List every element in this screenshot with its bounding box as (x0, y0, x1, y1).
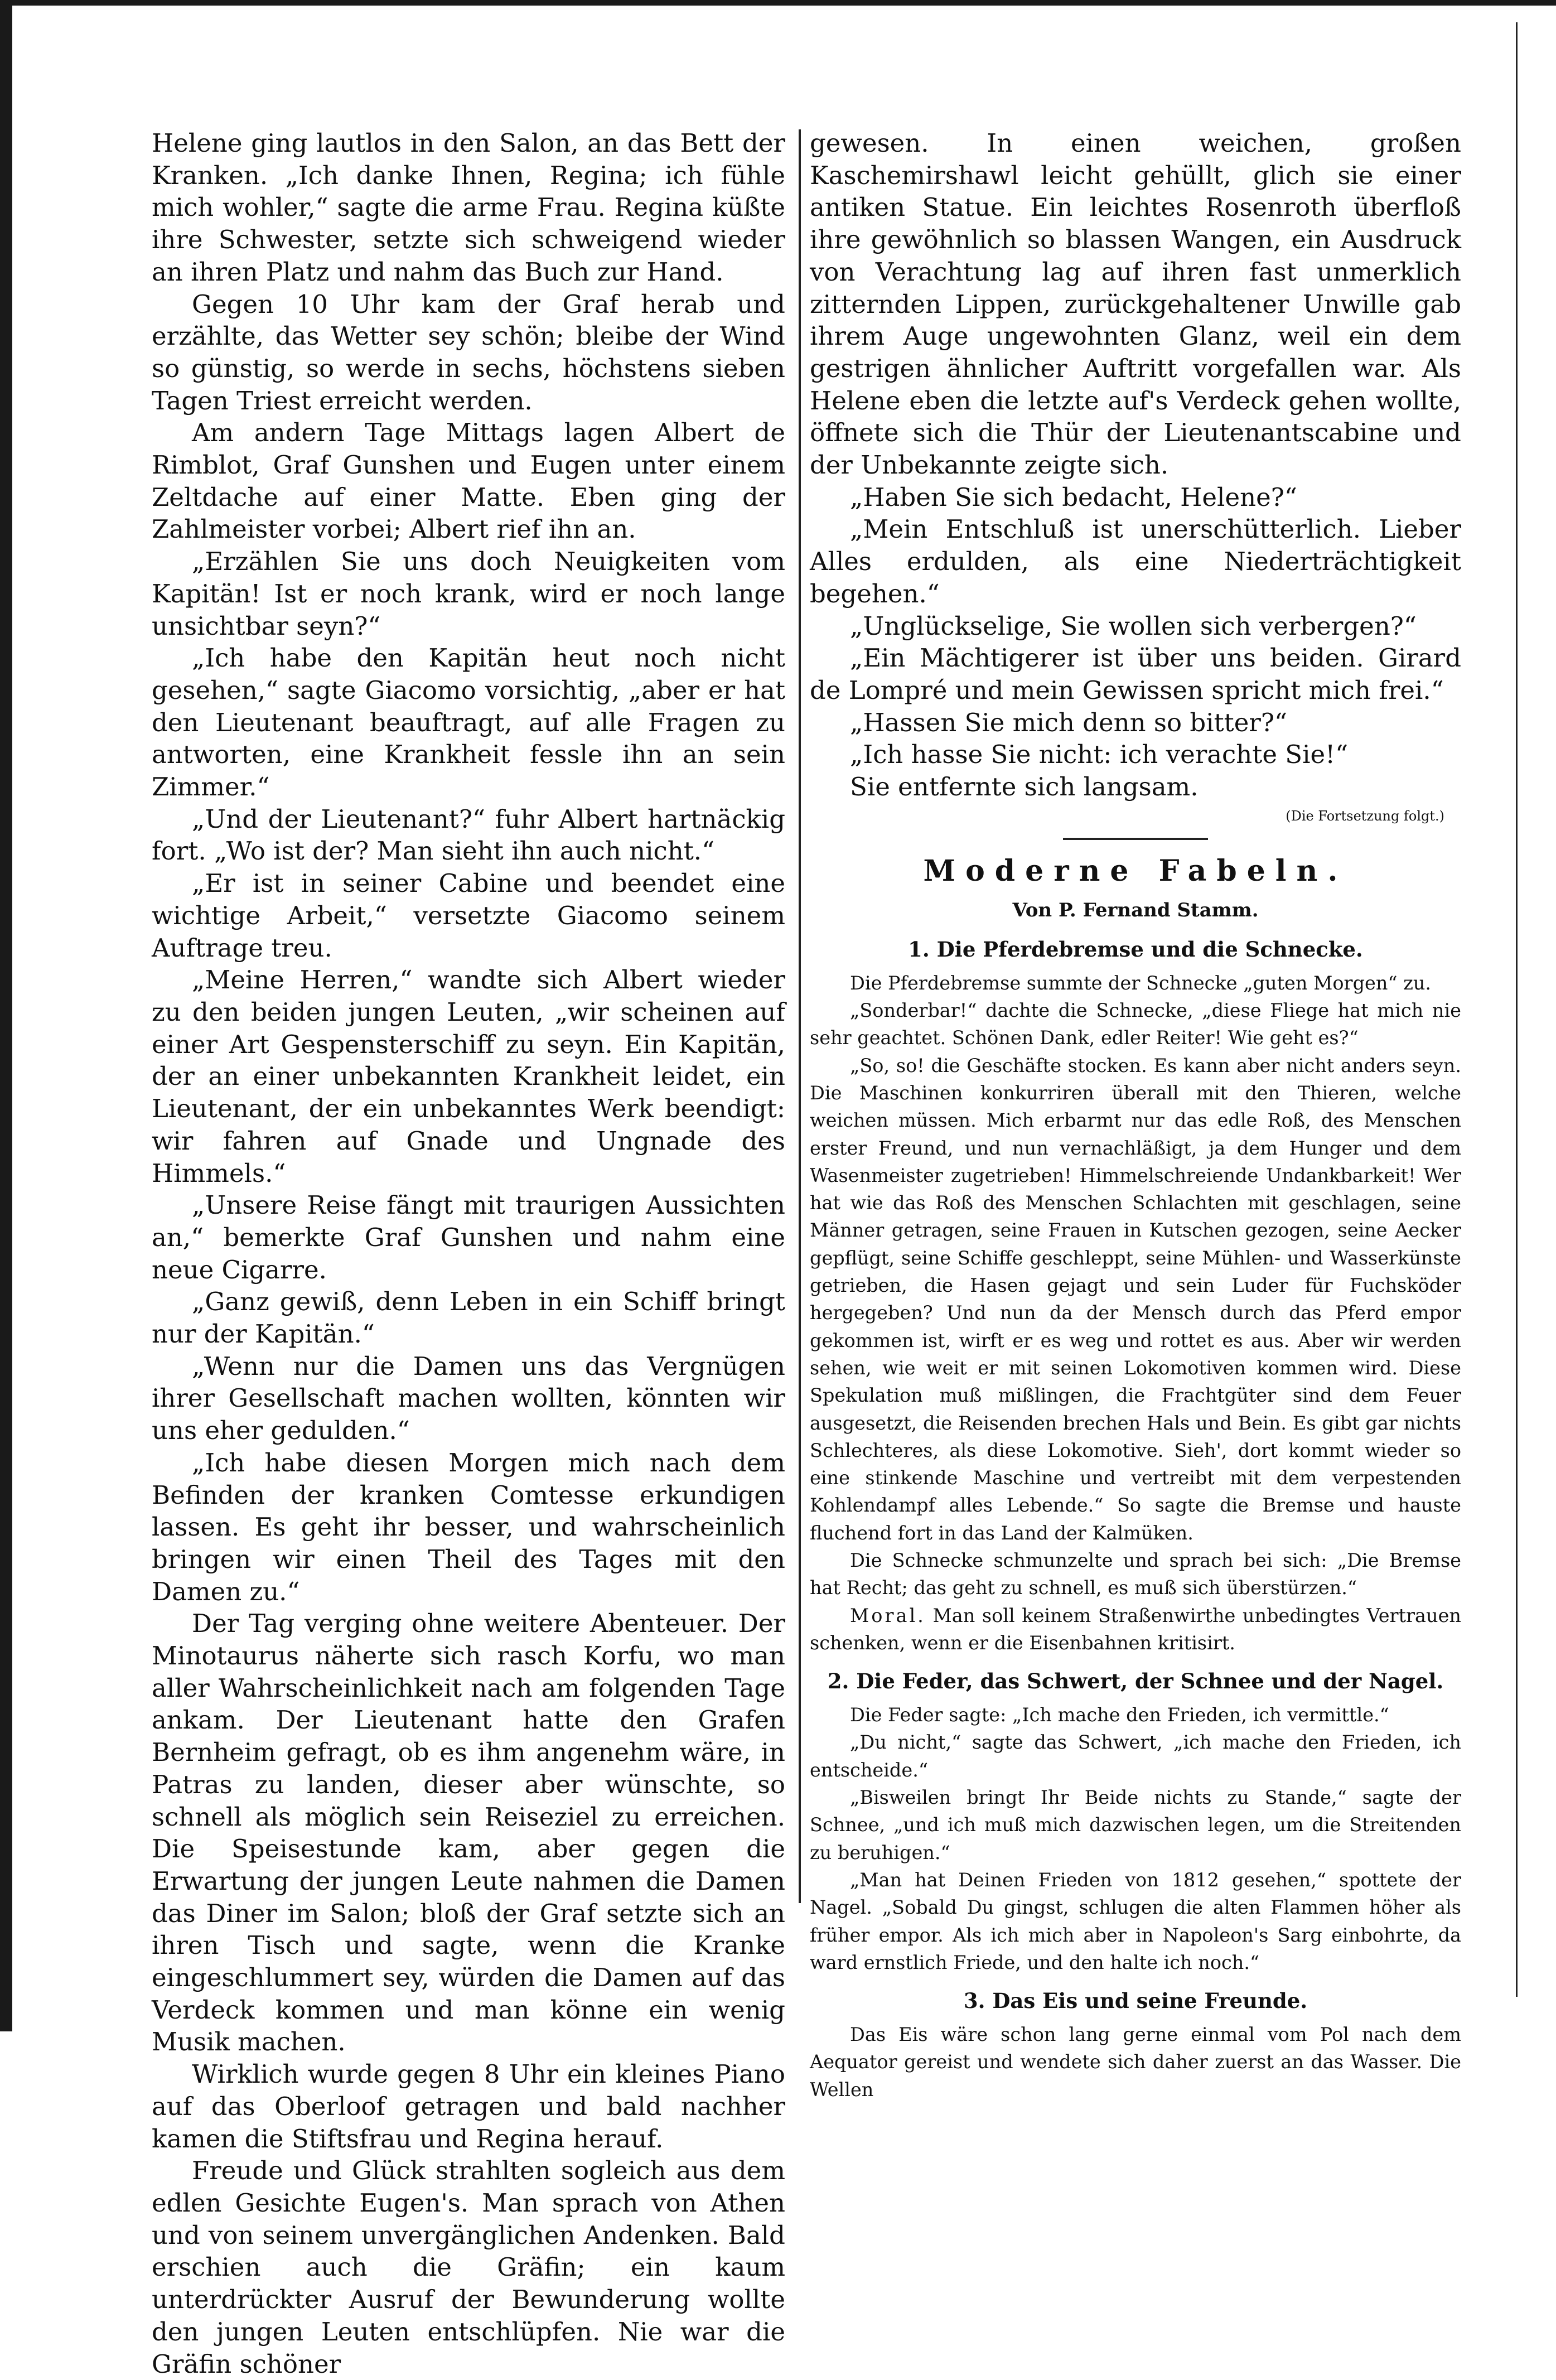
column-divider (799, 129, 801, 1903)
paragraph: „Ganz gewiß, denn Leben in ein Schiff bringt nur der Kapitän.“ (152, 1287, 785, 1349)
scan-edge-top (0, 0, 1556, 6)
fable-body (810, 969, 1461, 1657)
moral-label: Moral. (850, 1604, 926, 1626)
paragraph: „So, so! die Geschäfte stocken. Es kann aber nicht anders seyn. Die Maschinen konkurriren überall mit den Thieren, welche weichen müssen. Mich erbarmt nur das edle Roß, des Menschen erster Freund, und nun vernachläßigt, ja dem Hunger und dem Wasenmeister zugetrieben! Himmelschreiende Undankbarkeit! Wer hat wie das Roß des Menschen Schlachten mit geschlagen, seine Männer getragen, seine Frauen in Kutschen gezogen, seine Aecker gepflügt, seine Schiffe geschleppt, seine Mühlen- und Wasserkünste getrieben, die Hasen gejagt und sein Luder für Fuchsköder hergegeben? Und nun da der Mensch durch das Pferd empor gekommen ist, wirft er es weg und rottet es aus. Aber wir werden sehen, wie weit er mit seinen Lokomotiven kommen wird. Diese Spekulation muß mißlingen, die Frachtgüter sind dem Feuer ausgesetzt, die Reisenden brechen Hals und Bein. Es gibt gar nichts Schlechteres, als diese Lokomotive. Sieh', dort kommt wieder so eine stinkende Maschine und vertreibt mit dem verpestenden Kohlendampf alles Lebende.“ So sagte die Bremse und hauste fluchend fort in das Land der Kalmüken. (810, 1054, 1461, 1544)
fable-body (810, 1701, 1461, 1976)
paragraph: „Sonderbar!“ dachte die Schnecke, „diese Fliege hat mich nie sehr geachtet. Schönen Dank, edler Reiter! Wie geht es?“ (810, 1000, 1461, 1049)
paragraph: „Man hat Deinen Frieden von 1812 gesehen,“ spottete der Nagel. „Sobald Du gingst, schlugen die alten Flammen höher als früher empor. Als ich mich aber in Napoleon's Sarg einbohrte, da ward ernstlich Friede, und den halte ich noch.“ (810, 1869, 1461, 1973)
dialogue-line: „Haben Sie sich bedacht, Helene?“ (850, 482, 1297, 512)
right-column (810, 127, 1461, 2103)
paragraph: Das Eis wäre schon lang gerne einmal vom Pol nach dem Aequator gereist und wendete sich daher zuerst an das Wasser. Die Wellen (810, 2024, 1461, 2101)
paragraph: „Unsere Reise fängt mit traurigen Aussichten an,“ bemerkte Graf Gunshen und nahm eine neue Cigarre. (152, 1190, 785, 1285)
dialogue-line: „Unglückselige, Sie wollen sich verbergen?“ (850, 611, 1417, 641)
paragraph: „Ich habe den Kapitän heut noch nicht gesehen,“ sagte Giacomo vorsichtig, „aber er hat den Lieutenant beauftragt, auf alle Fragen zu antworten, eine Krankheit fessle ihn an sein Zimmer.“ (152, 643, 785, 802)
fable-body (810, 2021, 1461, 2103)
fable-heading: 1. Die Pferdebremse und die Schnecke. (908, 936, 1363, 962)
left-column (152, 127, 785, 2380)
paragraph: „Du nicht,“ sagte das Schwert, „ich mache den Frieden, ich entscheide.“ (810, 1731, 1461, 1781)
dialogue-line: „Mein Entschluß ist unerschütterlich. Lieber Alles erdulden, als eine Niederträchtigkeit begehen.“ (810, 514, 1461, 609)
paragraph: „Erzählen Sie uns doch Neuigkeiten vom Kapitän! Ist er noch krank, wird er noch lange unsichtbar seyn?“ (152, 547, 785, 641)
moral-text: Man soll keinem Straßenwirthe unbedingtes Vertrauen schenken, wenn er die Eisenbahnen kritisirt. (810, 1604, 1461, 1654)
scan-edge-left (0, 0, 12, 2031)
paragraph: Am andern Tage Mittags lagen Albert de Rimblot, Graf Gunshen und Eugen unter einem Zeltdache auf einer Matte. Eben ging der Zahlmeister vorbei; Albert rief ihn an. (152, 418, 785, 544)
paragraph: „Ich habe diesen Morgen mich nach dem Befinden der kranken Comtesse erkundigen lassen. Es geht ihr besser, und wahrscheinlich bringen wir einen Theil des Tages mit den Damen zu.“ (152, 1447, 785, 1606)
paragraph: „Er ist in seiner Cabine und beendet eine wichtige Arbeit,“ versetzte Giacomo seinem Auftrage treu. (152, 868, 785, 963)
fables-title: Moderne Fabeln. (923, 853, 1348, 888)
paragraph: „Meine Herren,“ wandte sich Albert wieder zu den beiden jungen Leuten, „wir scheinen auf einer Art Gespensterschiff zu seyn. Ein Kapitän, der an einer unbekannten Krankheit leidet, ein Lieutenant, der ein unbekanntes Werk beendigt: wir fahren auf Gnade und Ungnade des Himmels.“ (152, 965, 785, 1188)
continuation-note: (Die Fortsetzung folgt.) (1286, 808, 1444, 824)
paragraph: „Und der Lieutenant?“ fuhr Albert hartnäckig fort. „Wo ist der? Man sieht ihn auch nicht.“ (152, 804, 785, 866)
paragraph: Wirklich wurde gegen 8 Uhr ein kleines Piano auf das Oberloof getragen und bald nachher kamen die Stiftsfrau und Regina herauf. (152, 2059, 785, 2154)
section-separator (1063, 838, 1208, 840)
dialogue-line: „Ich hasse Sie nicht: ich verachte Sie!“ (850, 740, 1349, 770)
paragraph: Die Schnecke schmunzelte und sprach bei sich: „Die Bremse hat Recht; das geht zu schnell, es muß sich überstürzen.“ (810, 1549, 1461, 1599)
paragraph: Helene ging lautlos in den Salon, an das Bett der Kranken. „Ich danke Ihnen, Regina; ich fühle mich wohler,“ sagte die arme Frau. Regina küßte ihre Schwester, setzte sich schweigend wieder an ihren Platz und nahm das Buch zur Hand. (152, 128, 785, 287)
paragraph: Der Tag verging ohne weitere Abenteuer. Der Minotaurus näherte sich rasch Korfu, wo man aller Wahrscheinlichkeit nach am folgenden Tage ankam. Der Lieutenant hatte den Grafen Bernheim gefragt, ob es ihm angenehm wäre, in Patras zu landen, dieser aber wünschte, so schnell als möglich sein Reiseziel zu erreichen. Die Speisestunde kam, aber gegen die Erwartung der jungen Leute nahmen die Damen das Diner im Salon; bloß der Graf setzte sich an ihren Tisch und sagte, wenn die Kranke eingeschlummert sey, würden die Damen auf das Verdeck kommen und man könne ein wenig Musik machen. (152, 1609, 785, 2057)
fables-author: Von P. Fernand Stamm. (1012, 899, 1259, 921)
moral-paragraph (810, 1602, 1461, 1657)
paragraph: „Wenn nur die Damen uns das Vergnügen ihrer Gesellschaft machen wollten, könnten wir uns eher gedulden.“ (152, 1351, 785, 1446)
fable-heading: 3. Das Eis und seine Freunde. (963, 1988, 1308, 2014)
dialogue-line: „Ein Mächtigerer ist über uns beiden. Girard de Lompré und mein Gewissen spricht mich frei.“ (810, 643, 1461, 705)
fable-heading: 2. Die Feder, das Schwert, der Schnee und der Nagel. (827, 1669, 1444, 1694)
dialogue-line: „Hassen Sie mich denn so bitter?“ (850, 707, 1288, 737)
dialogue-line: Sie entfernte sich langsam. (850, 772, 1199, 802)
right-margin-rule (1516, 22, 1518, 1997)
paragraph: Die Feder sagte: „Ich mache den Frieden, ich vermittle.“ (850, 1704, 1389, 1726)
paragraph: „Bisweilen bringt Ihr Beide nichts zu Stande,“ sagte der Schnee, „und ich muß mich dazwischen legen, um die Streitenden zu beruhigen.“ (810, 1787, 1461, 1864)
paragraph: Die Pferdebremse summte der Schnecke „guten Morgen“ zu. (850, 972, 1432, 994)
paragraph: gewesen. In einen weichen, großen Kaschemirshawl leicht gehüllt, glich sie einer antiken Statue. Ein leichtes Rosenroth überfloß ihre gewöhnlich so blassen Wangen, ein Ausdruck von Verachtung lag auf ihren fast unmerklich zitternden Lippen, zurückgehaltener Unwille gab ihrem Auge ungewohnten Glanz, weil ein dem gestrigen ähnlicher Auftritt vorgefallen war. Als Helene eben die letzte auf's Verdeck gehen wollte, öffnete sich die Thür der Lieutenantscabine und der Unbekannte zeigte sich. (810, 128, 1461, 480)
paragraph: Freude und Glück strahlten sogleich aus dem edlen Gesichte Eugen's. Man sprach von Athen und von seinem unvergänglichen Andenken. Bald erschien auch die Gräfin; ein kaum unterdrückter Ausruf der Bewunderung wollte den jungen Leuten entschlüpfen. Nie war die Gräfin schöner (152, 2156, 785, 2379)
paragraph: Gegen 10 Uhr kam der Graf herab und erzählte, das Wetter sey schön; bleibe der Wind so günstig, so werde in sechs, höchstens sieben Tagen Triest erreicht werden. (152, 289, 785, 416)
